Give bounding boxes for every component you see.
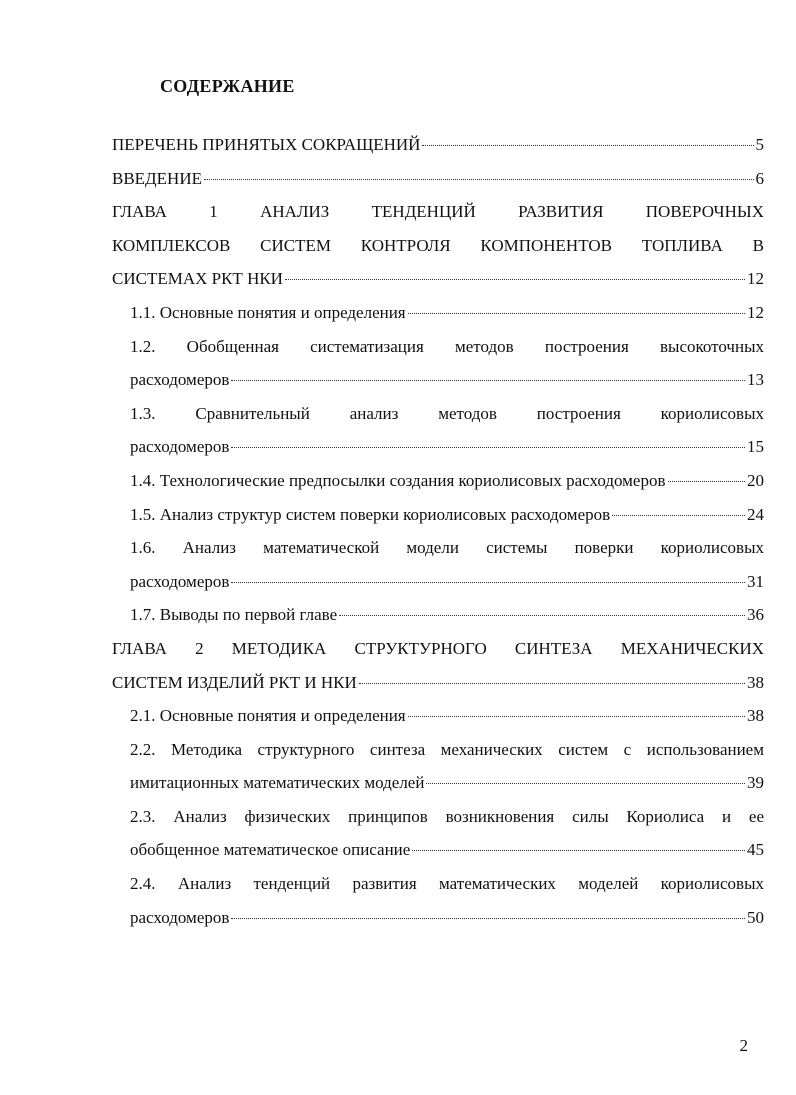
toc-entry-title: 1.4. Технологические предпосылки создания кориолисовых расходомеров <box>130 470 666 490</box>
toc-page-number: 20 <box>747 470 764 490</box>
toc-page-number: 45 <box>747 840 764 860</box>
toc-last-line <box>112 162 764 196</box>
dot-leader <box>422 145 753 146</box>
toc-last-line <box>112 666 764 700</box>
toc-text-line: 1.3. Сравнительный анализ методов построения кориолисовых <box>130 403 764 423</box>
toc-entry <box>130 598 764 632</box>
toc-entry <box>112 162 764 196</box>
dot-leader <box>668 481 746 482</box>
toc-entry-title: расходомеров <box>130 907 230 927</box>
toc-entry-title: 2.1. Основные понятия и определения <box>130 706 406 726</box>
dot-leader <box>204 179 754 180</box>
toc-text-line: ГЛАВА 2 МЕТОДИКА СТРУКТУРНОГО СИНТЕЗА МЕХАНИЧЕСКИХ <box>112 638 764 658</box>
toc-text-line: 2.3. Анализ физических принципов возникновения силы Кориолиса и ее <box>130 806 764 826</box>
toc-page-number: 12 <box>747 269 764 289</box>
toc-entry <box>130 531 764 598</box>
toc-entry-title: 1.5. Анализ структур систем поверки кориолисовых расходомеров <box>130 504 611 524</box>
toc-entry-title: ПЕРЕЧЕНЬ ПРИНЯТЫХ СОКРАЩЕНИЙ <box>112 135 421 154</box>
toc-entry <box>130 296 764 330</box>
toc-last-line <box>130 464 764 498</box>
toc-entry <box>130 699 764 733</box>
dot-leader <box>231 918 745 919</box>
toc-page-number: 5 <box>755 135 764 154</box>
toc-last-line <box>130 598 764 632</box>
toc-entry-title: имитационных математических моделей <box>130 773 425 793</box>
toc-last-line <box>112 128 764 162</box>
toc-last-line <box>130 498 764 532</box>
toc-last-line <box>130 833 764 867</box>
dot-leader <box>612 515 745 516</box>
toc-text-line: ГЛАВА 1 АНАЛИЗ ТЕНДЕНЦИЙ РАЗВИТИЯ ПОВЕРОЧНЫХ <box>112 202 764 222</box>
dot-leader <box>231 582 745 583</box>
toc-page-number: 38 <box>747 672 764 692</box>
toc-entry <box>130 397 764 464</box>
toc-entry <box>130 498 764 532</box>
toc-text-line: 2.2. Методика структурного синтеза механических систем с использованием <box>130 739 764 759</box>
toc-page-number: 31 <box>747 571 764 591</box>
toc-entry <box>130 867 764 934</box>
toc-entry <box>130 330 764 397</box>
toc-entry <box>112 128 764 162</box>
toc-last-line <box>130 565 764 599</box>
toc-entry-title: расходомеров <box>130 370 230 390</box>
toc-text-line: 2.4. Анализ тенденций развития математических моделей кориолисовых <box>130 874 764 894</box>
toc-entry-title: СИСТЕМ ИЗДЕЛИЙ РКТ И НКИ <box>112 672 357 692</box>
dot-leader <box>426 783 745 784</box>
toc-entry <box>112 632 764 699</box>
toc-page-number: 36 <box>747 605 764 625</box>
table-of-contents <box>112 128 764 934</box>
toc-last-line <box>130 766 764 800</box>
toc-last-line <box>130 430 764 464</box>
toc-last-line <box>130 699 764 733</box>
toc-entry <box>130 800 764 867</box>
toc-entry <box>112 195 764 296</box>
toc-page-number: 39 <box>747 773 764 793</box>
toc-entry-title: ВВЕДЕНИЕ <box>112 168 202 188</box>
toc-entry <box>130 464 764 498</box>
toc-text-line: 1.6. Анализ математической модели системы поверки кориолисовых <box>130 538 764 558</box>
dot-leader <box>231 447 745 448</box>
toc-page-number: 13 <box>747 370 764 390</box>
toc-page-number: 6 <box>755 168 764 188</box>
dot-leader <box>408 716 745 717</box>
dot-leader <box>408 313 745 314</box>
toc-entry-title: СИСТЕМАХ РКТ НКИ <box>112 269 283 289</box>
dot-leader <box>231 380 745 381</box>
dot-leader <box>339 615 745 616</box>
dot-leader <box>412 850 745 851</box>
toc-page-number: 12 <box>747 302 764 322</box>
dot-leader <box>285 279 745 280</box>
toc-last-line <box>130 363 764 397</box>
toc-last-line <box>130 901 764 935</box>
toc-entry-title: 1.1. Основные понятия и определения <box>130 302 406 322</box>
toc-page-number: 38 <box>747 706 764 726</box>
toc-entry-title: расходомеров <box>130 571 230 591</box>
page-number: 2 <box>739 1036 748 1055</box>
toc-page-number: 15 <box>747 437 764 457</box>
toc-text-line: 1.2. Обобщенная систематизация методов построения высокоточных <box>130 336 764 356</box>
toc-last-line <box>112 262 764 296</box>
toc-entry-title: 1.7. Выводы по первой главе <box>130 605 338 625</box>
dot-leader <box>359 683 745 684</box>
toc-entry-title: расходомеров <box>130 437 230 457</box>
toc-last-line <box>130 296 764 330</box>
toc-entry <box>130 733 764 800</box>
toc-page-number: 24 <box>747 504 764 524</box>
toc-page-number: 50 <box>747 907 764 927</box>
toc-entry-title: обобщенное математическое описание <box>130 840 411 860</box>
page-title: СОДЕРЖАНИЕ <box>160 76 295 96</box>
toc-text-line: КОМПЛЕКСОВ СИСТЕМ КОНТРОЛЯ КОМПОНЕНТОВ ТОПЛИВА В <box>112 235 764 255</box>
